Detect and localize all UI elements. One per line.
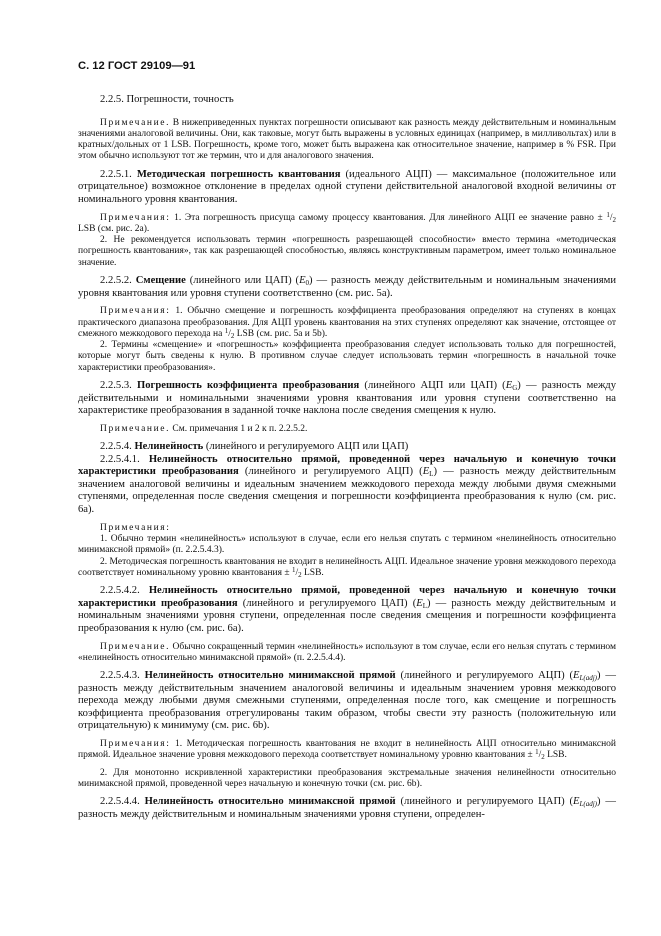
text-run: 1 [606, 210, 610, 219]
text-run: 2.2.5.4.2. [100, 585, 149, 597]
text-run: Примечание. [100, 423, 171, 434]
text-run: 2.2.5.4.3. [100, 670, 145, 682]
text-run: (идеального АЦП) — максимальное (положительное или отрицательное) возможное отклонение в пределах одной ступени действительной аналоговой входной величины от номинального уровня квантования. [78, 168, 616, 205]
text-run: G [512, 384, 518, 393]
text-run: LSB. [544, 750, 567, 761]
text-run: 1 [224, 326, 229, 335]
body-paragraph [78, 380, 616, 418]
text-run: ) — разность между действительным и номинальным значениями уровня квантования или уровня ступени соответственно (см. рис. 5а). [78, 275, 616, 299]
text-run: (линейного и регулируемого АЦП) ( [238, 466, 423, 478]
text-run: (линейного и регулируемого ЦАП) ( [395, 796, 574, 808]
note-paragraph [78, 557, 616, 580]
text-run: (линейного или ЦАП) ( [185, 275, 300, 287]
text-run: Примечания: [100, 212, 171, 223]
text-run: 2 [230, 331, 235, 340]
text-run: (линейного и регулируемого ЦАП) ( [237, 597, 417, 609]
note-paragraph [78, 768, 616, 791]
text-run: 2.2.5.1. [100, 168, 137, 180]
text-run: Методическая погрешность квантования [136, 168, 341, 180]
text-run: / [538, 750, 542, 761]
text-run: 2. Не рекомендуется использовать термин «погрешность разрешающей способности» вместо термина «методическая погрешность квантования», так как разрешающей способностью, являясь конструктивным параметром, имеет только номинальное значение. [78, 235, 616, 268]
body-paragraph [78, 670, 616, 733]
text-run: L(adj) [579, 674, 598, 683]
note-paragraph [78, 235, 616, 269]
text-run: (линейного и регулируемого АЦП) ( [395, 670, 574, 682]
section-title [78, 94, 616, 107]
text-run: 2.2.5.4. [100, 441, 135, 453]
text-run: LSB (см. рис. 2а). [78, 223, 150, 234]
note-paragraph [78, 210, 616, 236]
text-run: Нелинейность относительно минимаксной прямой [144, 670, 396, 682]
text-run: 2.2.5.3. [100, 380, 137, 392]
text-run: LSB. [301, 567, 324, 578]
document-page [78, 60, 616, 821]
text-run: E [505, 380, 513, 392]
text-run: E [299, 275, 306, 287]
note-paragraph [78, 739, 616, 762]
text-run: Примечания: [100, 306, 171, 317]
text-run: / [228, 328, 231, 339]
text-run: E [422, 466, 430, 478]
text-run: ) — разность между действительным и номинальным значениями уровня ступени, определен- [78, 796, 616, 820]
text-run: 0 [305, 279, 310, 288]
note-paragraph [78, 118, 616, 163]
text-run: Примечания: [100, 739, 171, 750]
text-run: 1. Обычно смещение и погрешность коэффициента преобразования определяют на ступенях в концах практического диапазона преобразования. Для АЦП уровень квантования на этих ступенях определяют как значение, отстоящее от смежного межкодового перехода на [78, 306, 616, 339]
text-run: 2.2.5.4.1. [100, 453, 149, 465]
text-run: 2. Термины «смещение» и «погрешность» коэффициента преобразования следует использовать только для погрешностей, которые могут быть сведены к нулю. В противном случае следует использовать термин «погрешность в начальной точке характеристики преобразования». [78, 340, 616, 373]
text-run: Примечание. [100, 641, 171, 652]
text-run: L [429, 470, 434, 479]
body-paragraph [78, 796, 616, 821]
text-run: (линейного АЦП или ЦАП) ( [359, 380, 506, 392]
text-run: 2 [612, 215, 616, 224]
text-run: 2. Для монотонно искривленной характеристики преобразования экстремальные значения нелинейности относительно минимаксной прямой, проведенной через начальную и конечную точки (см. рис. 6b). [78, 767, 616, 789]
text-run: 1. Эта погрешность присуща самому процессу квантования. Для линейного АЦП ее значение равно ± [170, 212, 607, 223]
text-run: Нелинейность относительно минимаксной прямой [144, 796, 396, 808]
document-body [78, 94, 616, 821]
note-paragraph [78, 340, 616, 374]
text-run: / [295, 567, 299, 578]
text-run: LSB (см. рис. 5а и 5b). [234, 328, 328, 339]
text-run: 1 [291, 565, 296, 574]
note-paragraph [78, 424, 616, 435]
body-paragraph [78, 169, 616, 207]
note-paragraph [78, 534, 616, 557]
text-run: E [573, 670, 580, 682]
text-run: 2.2.5.2. [100, 275, 136, 287]
body-paragraph [78, 454, 616, 517]
text-run: E [416, 597, 423, 609]
text-run: 2.2.5. Погрешности, точность [100, 94, 234, 105]
text-run: Примечание. [100, 117, 171, 128]
text-run: 1. Обычно термин «нелинейность» используют в случае, если его нельзя спутать с термином «нелинейность относительно минимаксной прямой» (п. 2.2.5.4.3). [78, 533, 616, 556]
note-paragraph [78, 523, 616, 534]
body-paragraph [78, 441, 616, 454]
text-run: См. примечания 1 и 2 к п. 2.2.5.2. [170, 423, 308, 434]
text-run: 1. Методическая погрешность квантования не входит в нелинейность АЦП относительно минимаксной прямой. Идеальное значение уровня межкодового перехода соответствует номинальному уровню квантования ± [78, 739, 616, 761]
page-header: С. 12 ГОСТ 29109—91 [78, 60, 196, 72]
note-paragraph [78, 642, 616, 665]
text-run: Обычно сокращенный термин «нелинейность» используют в том случае, если его нельзя спутать с термином «нелинейность относительно минимаксной прямой» (п. 2.2.5.4.4). [78, 641, 616, 663]
text-run: L(adj) [579, 800, 598, 809]
text-run: Смещение [135, 275, 186, 287]
text-run: / [609, 212, 613, 223]
text-run: 2. Методическая погрешность квантования не входит в нелинейность АЦП. Идеальное значение уровня межкодового перехода соответствует номинальному уровню квантования ± [78, 556, 616, 578]
text-run: ) — разность между действительным значением аналоговой величины и идеальным значением уровня межкодового перехода между любыми двумя смежными ступенями, определенная после того, как смещение и погрешность коэффициента преобразования отрегулированы таким образом, чтобы свести эту разность (положительную или отрицательную) к минимуму (см. рис. 6b). [78, 670, 616, 732]
text-run: 2.2.5.4.4. [100, 796, 145, 808]
text-run: ) — разность между действительным и номинальным значениями уровня ступени, определенная после сведения смещения и погрешности коэффициента преобразования к нулю (см. рис. 6а). [78, 597, 616, 634]
text-run: 2 [541, 753, 545, 762]
text-run: Нелинейность относительно прямой, проведенной через начальную и конечную точки характеристики преобразования [78, 585, 617, 609]
text-run: ) — разность между действительными и номинальными значениями уровня квантования или уровня ступени соответственно на характеристике преобразования в заданной точке наклона после сведения смещения к нулю. [78, 380, 616, 417]
text-run: 1 [535, 748, 539, 757]
text-run: Погрешность коэффициента преобразования [137, 380, 360, 392]
body-paragraph [78, 275, 616, 300]
text-run: L [422, 601, 427, 610]
text-run: Примечания: [100, 522, 171, 533]
text-run: 2 [298, 570, 302, 579]
text-run: E [573, 796, 580, 808]
text-run: ) — разность между действительным значением аналоговой величины и идеальным значением межкодового перехода между любыми двумя смежными ступенями, определенная после сведения смещения и погрешности коэффициента преобразования к нулю (см. рис. 6а). [78, 466, 616, 516]
text-run: (линейного и регулируемого АЦП или ЦАП) [203, 441, 409, 453]
text-run: Нелинейность относительно прямой, проведенной через начальную и конечную точки характеристики преобразования [78, 453, 617, 478]
text-run: Нелинейность [134, 441, 204, 453]
note-paragraph [78, 306, 616, 340]
text-run: В нижеприведенных пунктах погрешности описывают как разность между действительным и номинальным значениями аналоговой величины. Они, как таковые, могут быть выражены в условных единицах (например, в милливольтах) или в кратных/дольных от 1 LSB. Погрешность, кроме того, может быть выражена как относительное значение, например в % FSR. При этом обычно используют тот же термин, что и для аналогового значения. [78, 117, 616, 162]
body-paragraph [78, 585, 616, 635]
